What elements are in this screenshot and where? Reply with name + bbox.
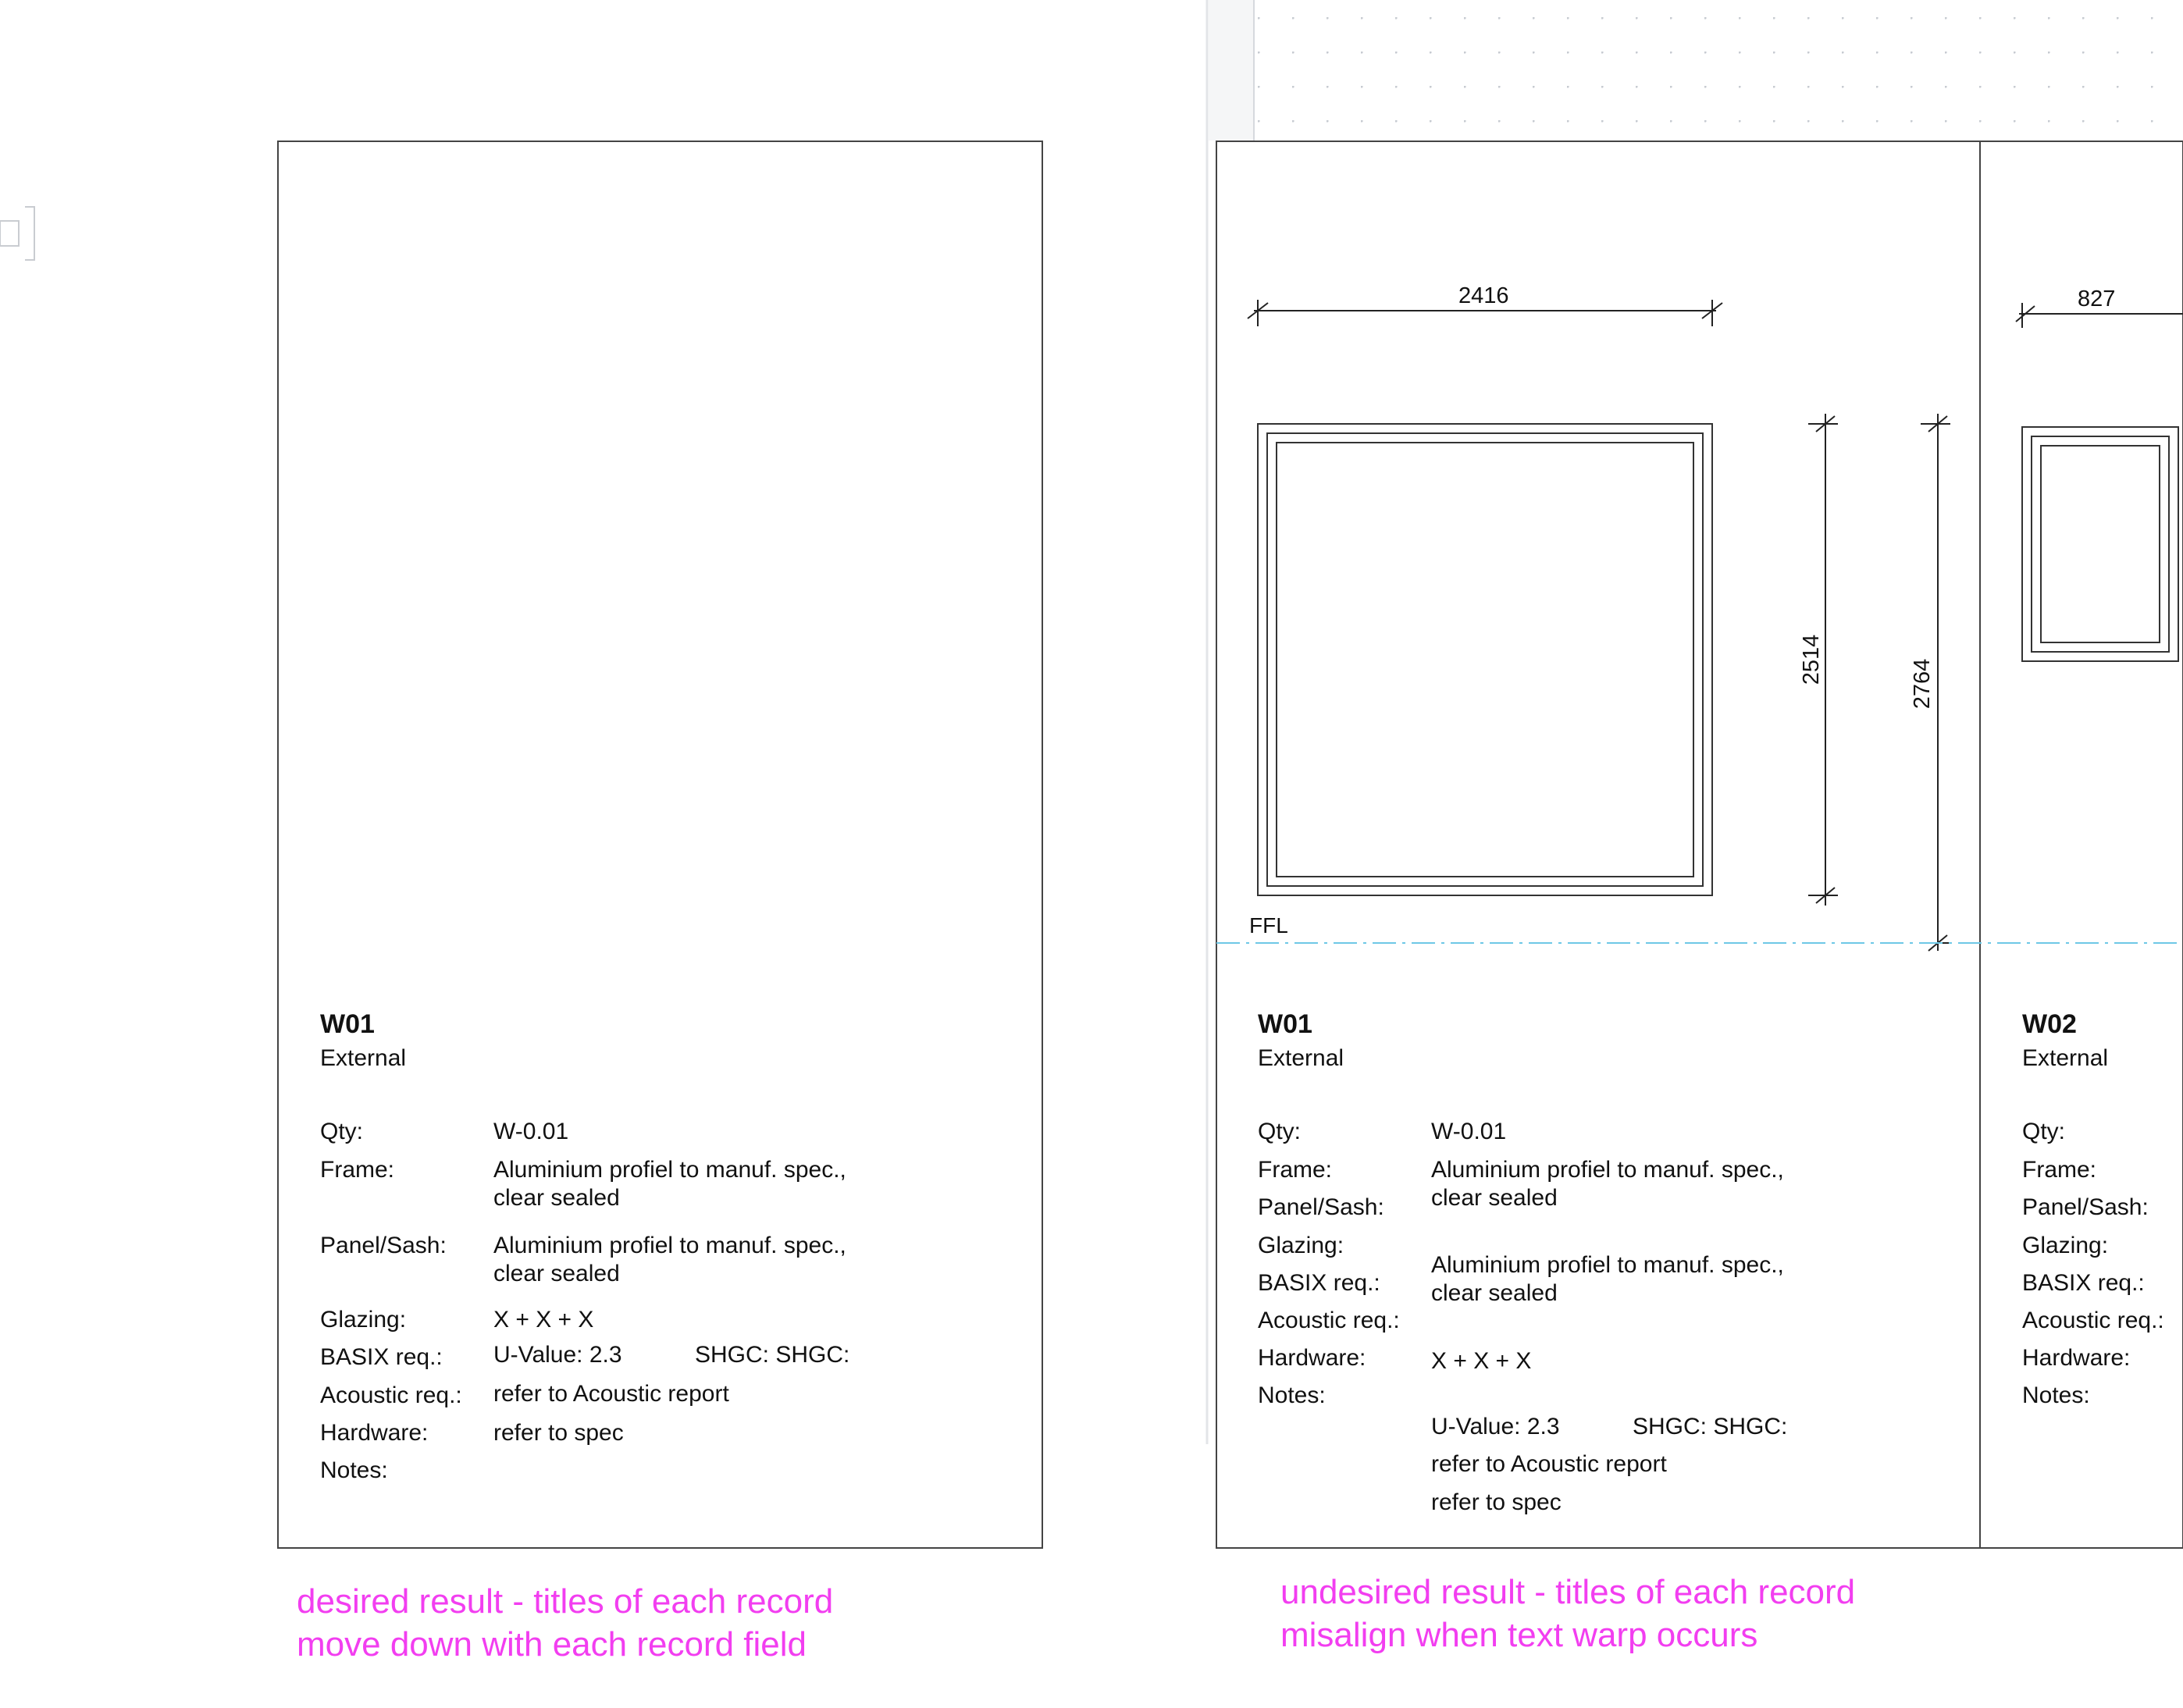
record-title: W01 (1258, 1009, 1312, 1039)
desired-record-sheet (278, 141, 1042, 1548)
field-label-qty: Qty: (1258, 1119, 1302, 1144)
selection-handle-fragment (0, 207, 34, 260)
field-label-panel-sash: Panel/Sash: (320, 1233, 447, 1258)
field-value-panel-sash: Aluminium profiel to manuf. spec., (1431, 1252, 1784, 1278)
field-label-qty: Qty: (2022, 1119, 2066, 1144)
field-label-acoustic: Acoustic req.: (1258, 1308, 1400, 1333)
field-value-frame: Aluminium profiel to manuf. spec., (1431, 1157, 1784, 1183)
record-subtitle: External (1258, 1045, 1344, 1071)
field-label-acoustic: Acoustic req.: (2022, 1308, 2164, 1333)
field-value-basix-shgc: SHGC: SHGC: (1633, 1414, 1788, 1439)
field-value-glazing: X + X + X (1431, 1348, 1532, 1374)
field-label-notes: Notes: (320, 1457, 388, 1483)
undesired-record-sheet (1216, 141, 2183, 1548)
field-value-panel-sash-line2: clear sealed (1431, 1280, 1558, 1306)
field-value-frame-line2: clear sealed (493, 1185, 620, 1211)
field-value-qty: W-0.01 (1431, 1119, 1507, 1144)
field-label-panel-sash: Panel/Sash: (1258, 1194, 1384, 1220)
field-label-qty: Qty: (320, 1119, 364, 1144)
record-subtitle: External (2022, 1045, 2109, 1071)
field-label-frame: Frame: (1258, 1157, 1333, 1183)
field-value-panel-sash-line2: clear sealed (493, 1261, 620, 1286)
field-value-basix-uvalue: U-Value: 2.3 (493, 1342, 622, 1368)
field-value-basix-shgc: SHGC: SHGC: (695, 1342, 850, 1368)
record-subtitle: External (320, 1045, 407, 1071)
field-label-notes: Notes: (1258, 1382, 1326, 1408)
field-value-acoustic: refer to Acoustic report (493, 1381, 729, 1407)
dimension-label-width-w02: 827 (2078, 286, 2116, 311)
field-label-frame: Frame: (320, 1157, 395, 1183)
caption-desired: desired result - titles of each record move down with each record field (297, 1582, 834, 1664)
field-label-hardware: Hardware: (320, 1420, 429, 1446)
field-value-qty: W-0.01 (493, 1119, 569, 1144)
field-label-glazing: Glazing: (1258, 1233, 1344, 1258)
dimension-label-total-height-w01: 2764 (1910, 658, 1935, 710)
field-value-hardware: refer to spec (493, 1420, 624, 1446)
field-label-basix: BASIX req.: (320, 1344, 443, 1370)
field-label-hardware: Hardware: (1258, 1345, 1366, 1371)
field-value-panel-sash: Aluminium profiel to manuf. spec., (493, 1233, 846, 1258)
field-label-notes: Notes: (2022, 1382, 2090, 1408)
dimension-label-height-w01: 2514 (1799, 634, 1824, 685)
field-value-frame-line2: clear sealed (1431, 1185, 1558, 1211)
field-value-acoustic: refer to Acoustic report (1431, 1451, 1667, 1477)
field-label-glazing: Glazing: (2022, 1233, 2109, 1258)
field-label-basix: BASIX req.: (2022, 1270, 2145, 1296)
field-value-basix-uvalue: U-Value: 2.3 (1431, 1414, 1560, 1439)
field-label-panel-sash: Panel/Sash: (2022, 1194, 2149, 1220)
dimension-label-width-w01: 2416 (1458, 283, 1509, 308)
field-label-glazing: Glazing: (320, 1307, 407, 1333)
field-label-basix: BASIX req.: (1258, 1270, 1380, 1296)
record-title: W01 (320, 1009, 375, 1039)
field-label-acoustic: Acoustic req.: (320, 1382, 462, 1408)
field-label-hardware: Hardware: (2022, 1345, 2131, 1371)
record-title: W02 (2022, 1009, 2077, 1039)
caption-undesired: undesired result - titles of each record misalign when text warp occurs (1280, 1573, 1856, 1654)
field-value-glazing: X + X + X (493, 1307, 594, 1333)
field-value-frame: Aluminium profiel to manuf. spec., (493, 1157, 846, 1183)
field-label-frame: Frame: (2022, 1157, 2097, 1183)
ffl-label: FFL (1249, 913, 1288, 938)
field-value-hardware: refer to spec (1431, 1489, 1562, 1515)
